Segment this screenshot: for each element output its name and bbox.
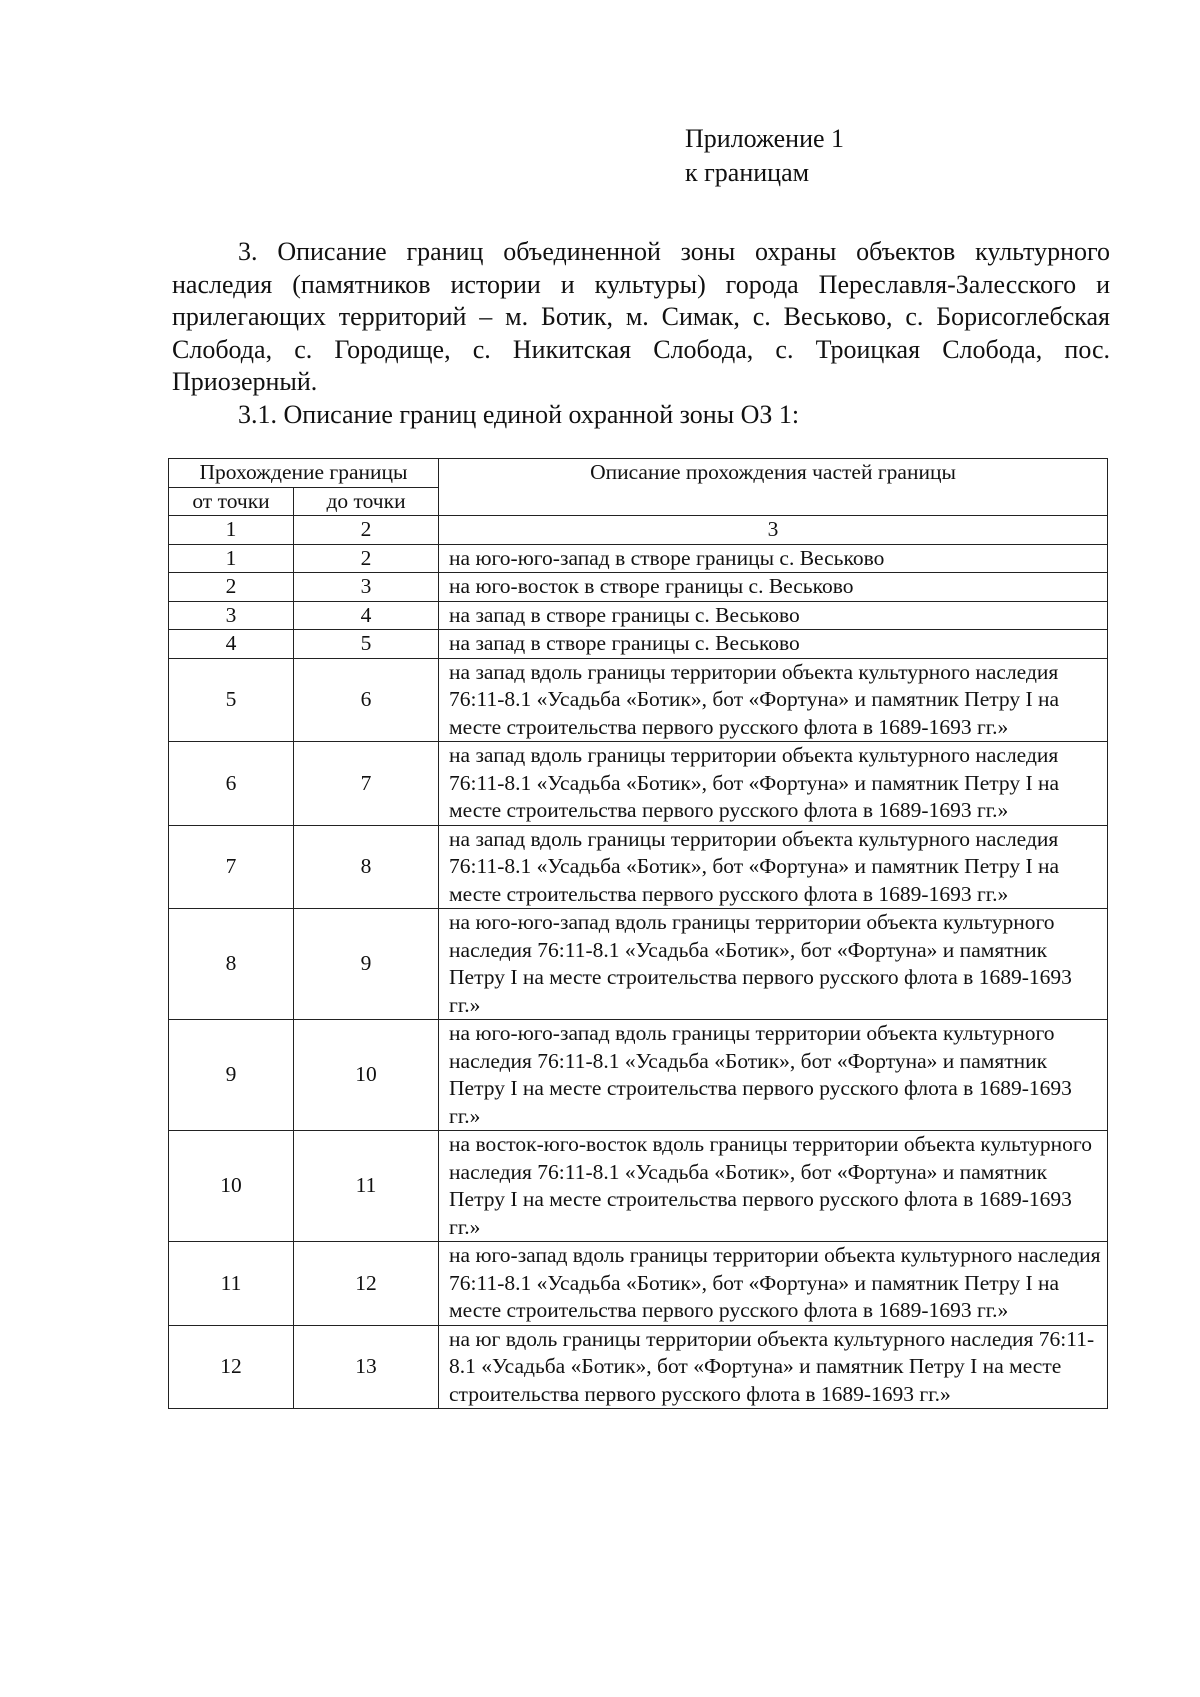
boundary-description: на юг вдоль границы территории объекта культурного наследия 76:11-8.1 «Усадьба «Ботик», бот «Фортуна» и памятник Петру I на месте строительства первого русского флота в 1689-1693 гг.»: [439, 1325, 1108, 1409]
from-point: 5: [169, 658, 294, 742]
table-row: [169, 1325, 1108, 1409]
subsection-heading: 3.1. Описание границ единой охранной зоны ОЗ 1:: [238, 399, 800, 429]
header-from: от точки: [169, 487, 294, 516]
appendix-line-2: к границам: [685, 158, 810, 187]
to-point: 9: [294, 909, 439, 1020]
boundary-description: на юго-юго-запад вдоль границы территории объекта культурного наследия 76:11-8.1 «Усадьба «Ботик», бот «Фортуна» и памятник Петру I на месте строительства первого русского флота в 1689-1693 гг.»: [439, 909, 1108, 1020]
table-row: [169, 601, 1108, 630]
table-row: [169, 544, 1108, 573]
to-point: 6: [294, 658, 439, 742]
from-point: 6: [169, 742, 294, 826]
from-point: 1: [169, 544, 294, 573]
from-point: 3: [169, 601, 294, 630]
table-row: [169, 742, 1108, 826]
header-to: до точки: [294, 487, 439, 516]
table-row: [169, 825, 1108, 909]
boundary-table: [168, 458, 1108, 1409]
to-point: 12: [294, 1242, 439, 1326]
column-number: 2: [294, 516, 439, 545]
from-point: 12: [169, 1325, 294, 1409]
appendix-line-1: Приложение 1: [685, 124, 845, 153]
to-point: 13: [294, 1325, 439, 1409]
boundary-description: на запад вдоль границы территории объекта культурного наследия 76:11-8.1 «Усадьба «Ботик», бот «Фортуна» и памятник Петру I на месте строительства первого русского флота в 1689-1693 гг.»: [439, 658, 1108, 742]
to-point: 7: [294, 742, 439, 826]
table-row: [169, 573, 1108, 602]
to-point: 11: [294, 1131, 439, 1242]
appendix-note: [685, 122, 844, 190]
from-point: 10: [169, 1131, 294, 1242]
boundary-description: на юго-юго-запад в створе границы с. Веськово: [439, 544, 1108, 573]
to-point: 4: [294, 601, 439, 630]
table-row: [169, 1020, 1108, 1131]
table-row: [169, 658, 1108, 742]
from-point: 2: [169, 573, 294, 602]
boundary-description: на запад вдоль границы территории объекта культурного наследия 76:11-8.1 «Усадьба «Ботик», бот «Фортуна» и памятник Петру I на месте строительства первого русского флота в 1689-1693 гг.»: [439, 825, 1108, 909]
header-group: Прохождение границы: [169, 459, 439, 488]
boundary-description: на юго-юго-запад вдоль границы территории объекта культурного наследия 76:11-8.1 «Усадьба «Ботик», бот «Фортуна» и памятник Петру I на месте строительства первого русского флота в 1689-1693 гг.»: [439, 1020, 1108, 1131]
boundary-description: на юго-запад вдоль границы территории объекта культурного наследия 76:11-8.1 «Усадьба «Ботик», бот «Фортуна» и памятник Петру I на месте строительства первого русского флота в 1689-1693 гг.»: [439, 1242, 1108, 1326]
from-point: 11: [169, 1242, 294, 1326]
to-point: 10: [294, 1020, 439, 1131]
boundary-description: на запад вдоль границы территории объекта культурного наследия 76:11-8.1 «Усадьба «Ботик», бот «Фортуна» и памятник Петру I на месте строительства первого русского флота в 1689-1693 гг.»: [439, 742, 1108, 826]
to-point: 8: [294, 825, 439, 909]
boundary-description: на запад в створе границы с. Веськово: [439, 630, 1108, 659]
section-heading: 3. Описание границ объединенной зоны охраны объектов культурного наследия (памятников истории и культуры) города Переславля-Залесского и прилегающих территорий – м. Ботик, м. Симак, с. Веськово, с. Борисоглебская Слобода, с. Городище, с. Никитская Слобода, с. Троицкая Слобода, пос. Приозерный.: [172, 237, 1110, 396]
column-number: 3: [439, 516, 1108, 545]
body-text: [172, 236, 1110, 431]
table-body: [169, 544, 1108, 1409]
boundary-description: на запад в створе границы с. Веськово: [439, 601, 1108, 630]
to-point: 2: [294, 544, 439, 573]
header-description: Описание прохождения частей границы: [439, 459, 1108, 516]
to-point: 5: [294, 630, 439, 659]
column-number: 1: [169, 516, 294, 545]
table-row: [169, 909, 1108, 1020]
column-numbers-row: [169, 516, 1108, 545]
from-point: 8: [169, 909, 294, 1020]
table-row: [169, 630, 1108, 659]
to-point: 3: [294, 573, 439, 602]
table-row: [169, 1242, 1108, 1326]
table-header-row: [169, 459, 1108, 488]
from-point: 9: [169, 1020, 294, 1131]
boundary-description: на юго-восток в створе границы с. Веськово: [439, 573, 1108, 602]
from-point: 4: [169, 630, 294, 659]
from-point: 7: [169, 825, 294, 909]
table-row: [169, 1131, 1108, 1242]
boundary-description: на восток-юго-восток вдоль границы территории объекта культурного наследия 76:11-8.1 «Усадьба «Ботик», бот «Фортуна» и памятник Петру I на месте строительства первого русского флота в 1689-1693 гг.»: [439, 1131, 1108, 1242]
